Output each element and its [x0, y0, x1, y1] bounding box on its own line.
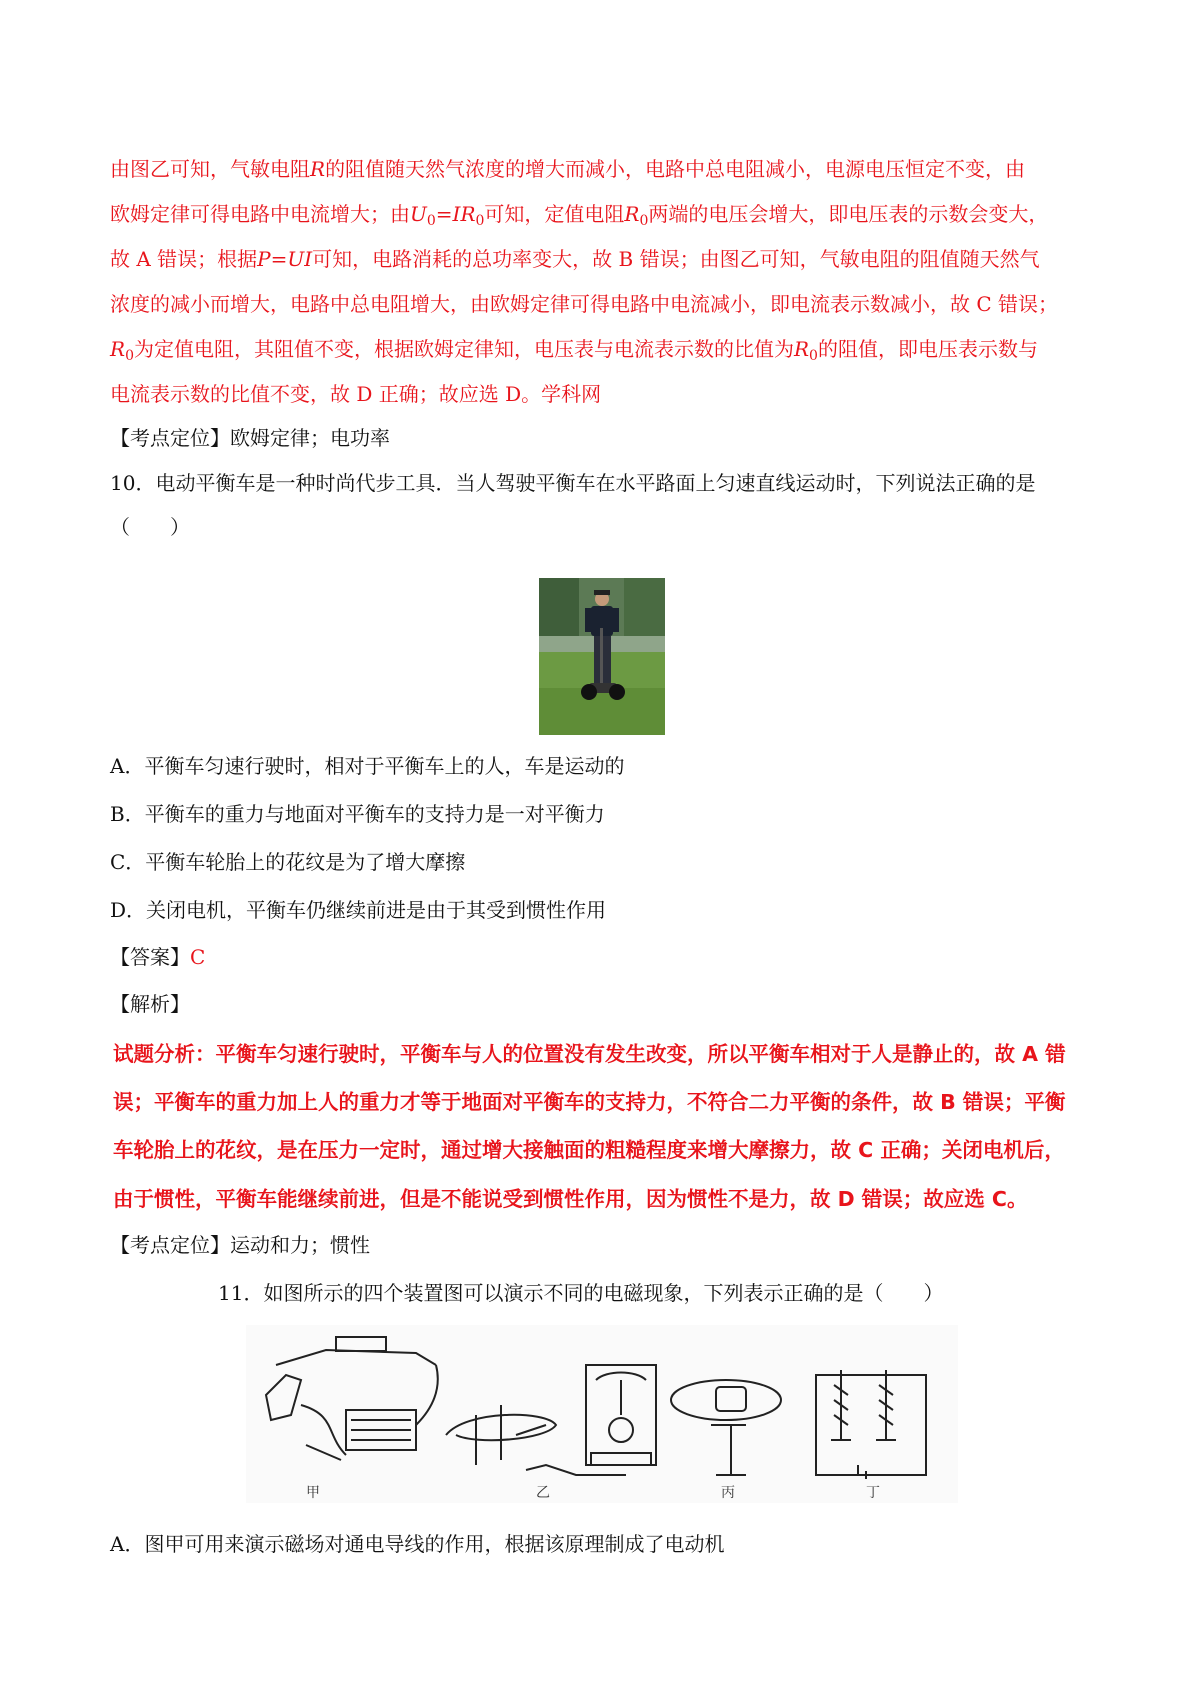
q9-kaodian: 【考点定位】欧姆定律；电功率 — [110, 426, 390, 450]
q9-analysis-line-5: $R_0$为定值电阻，其阻值不变，根据欧姆定律知，电压表与电流表示数的比值为$R_0$的阻值，即电压表示数与 — [110, 337, 1038, 364]
figure-label-bing: 丙 — [721, 1485, 735, 1501]
answer-value: C — [190, 945, 206, 969]
q9-analysis-line-1: 由图乙可知，气敏电阻R的阻值随天然气浓度的增大而减小，电路中总电阻减小，电源电压恒定不变，由 — [110, 157, 1026, 181]
q10-analysis-line-2: 误；平衡车的重力加上人的重力才等于地面对平衡车的支持力，不符合二力平衡的条件，故 B 错误；平衡 — [113, 1090, 1066, 1114]
q10-analysis-label: 【解析】 — [110, 992, 190, 1016]
figure-label-jia: 甲 — [306, 1485, 320, 1501]
q10-answer — [110, 943, 205, 971]
q10-analysis-line-1: 试题分析：平衡车匀速行驶时，平衡车与人的位置没有发生改变，所以平衡车相对于人是静止的，故 A 错 — [113, 1042, 1066, 1066]
q10-analysis-line-3: 车轮胎上的花纹，是在压力一定时，通过增大接触面的粗糙程度来增大摩擦力，故 C 正确；关闭电机后， — [113, 1138, 1065, 1162]
q10-stem-line-1: 10．电动平衡车是一种时尚代步工具．当人驾驶平衡车在水平路面上匀速直线运动时，下列说法正确的是 — [110, 471, 1036, 495]
q11-stem: 11．如图所示的四个装置图可以演示不同的电磁现象，下列表示正确的是（ ） — [218, 1281, 944, 1305]
figure-label-ding: 丁 — [866, 1485, 880, 1501]
q10-option-a: A．平衡车匀速行驶时，相对于平衡车上的人，车是运动的 — [110, 754, 625, 778]
q10-option-b: B．平衡车的重力与地面对平衡车的支持力是一对平衡力 — [110, 802, 605, 826]
q10-option-c: C．平衡车轮胎上的花纹是为了增大摩擦 — [110, 850, 466, 874]
q11-option-a: A．图甲可用来演示磁场对通电导线的作用，根据该原理制成了电动机 — [110, 1532, 725, 1556]
q9-analysis-line-3: 故 A 错误；根据P=UI可知，电路消耗的总功率变大，故 B 错误；由图乙可知，气敏电阻的阻值随天然气 — [110, 247, 1040, 271]
q9-analysis-line-4: 浓度的减小而增大，电路中总电阻增大，由欧姆定律可得电路中电流减小，即电流表示数减小，故 C 错误； — [110, 292, 1059, 316]
q10-stem-line-2: （ ） — [110, 515, 190, 539]
q10-option-d: D．关闭电机，平衡车仍继续前进是由于其受到惯性作用 — [110, 898, 607, 922]
q10-kaodian: 【考点定位】运动和力；惯性 — [110, 1233, 370, 1257]
figure-label-yi: 乙 — [536, 1485, 550, 1501]
q10-analysis-line-4: 由于惯性，平衡车能继续前进，但是不能说受到惯性作用，因为惯性不是力，故 D 错误；故应选 C。 — [113, 1187, 1028, 1211]
q9-analysis-line-2: 欧姆定律可得电路中电流增大；由$U_0=IR_0$可知，定值电阻$R_0$两端的电压会增大，即电压表的示数会变大， — [110, 202, 1049, 229]
electromagnetism-apparatus-figure — [246, 1325, 958, 1503]
answer-label: 【答案】 — [110, 945, 190, 969]
q9-analysis-line-6: 电流表示数的比值不变，故 D 正确；故应选 D。学科网 — [110, 382, 602, 406]
balance-car-photo — [539, 578, 665, 735]
